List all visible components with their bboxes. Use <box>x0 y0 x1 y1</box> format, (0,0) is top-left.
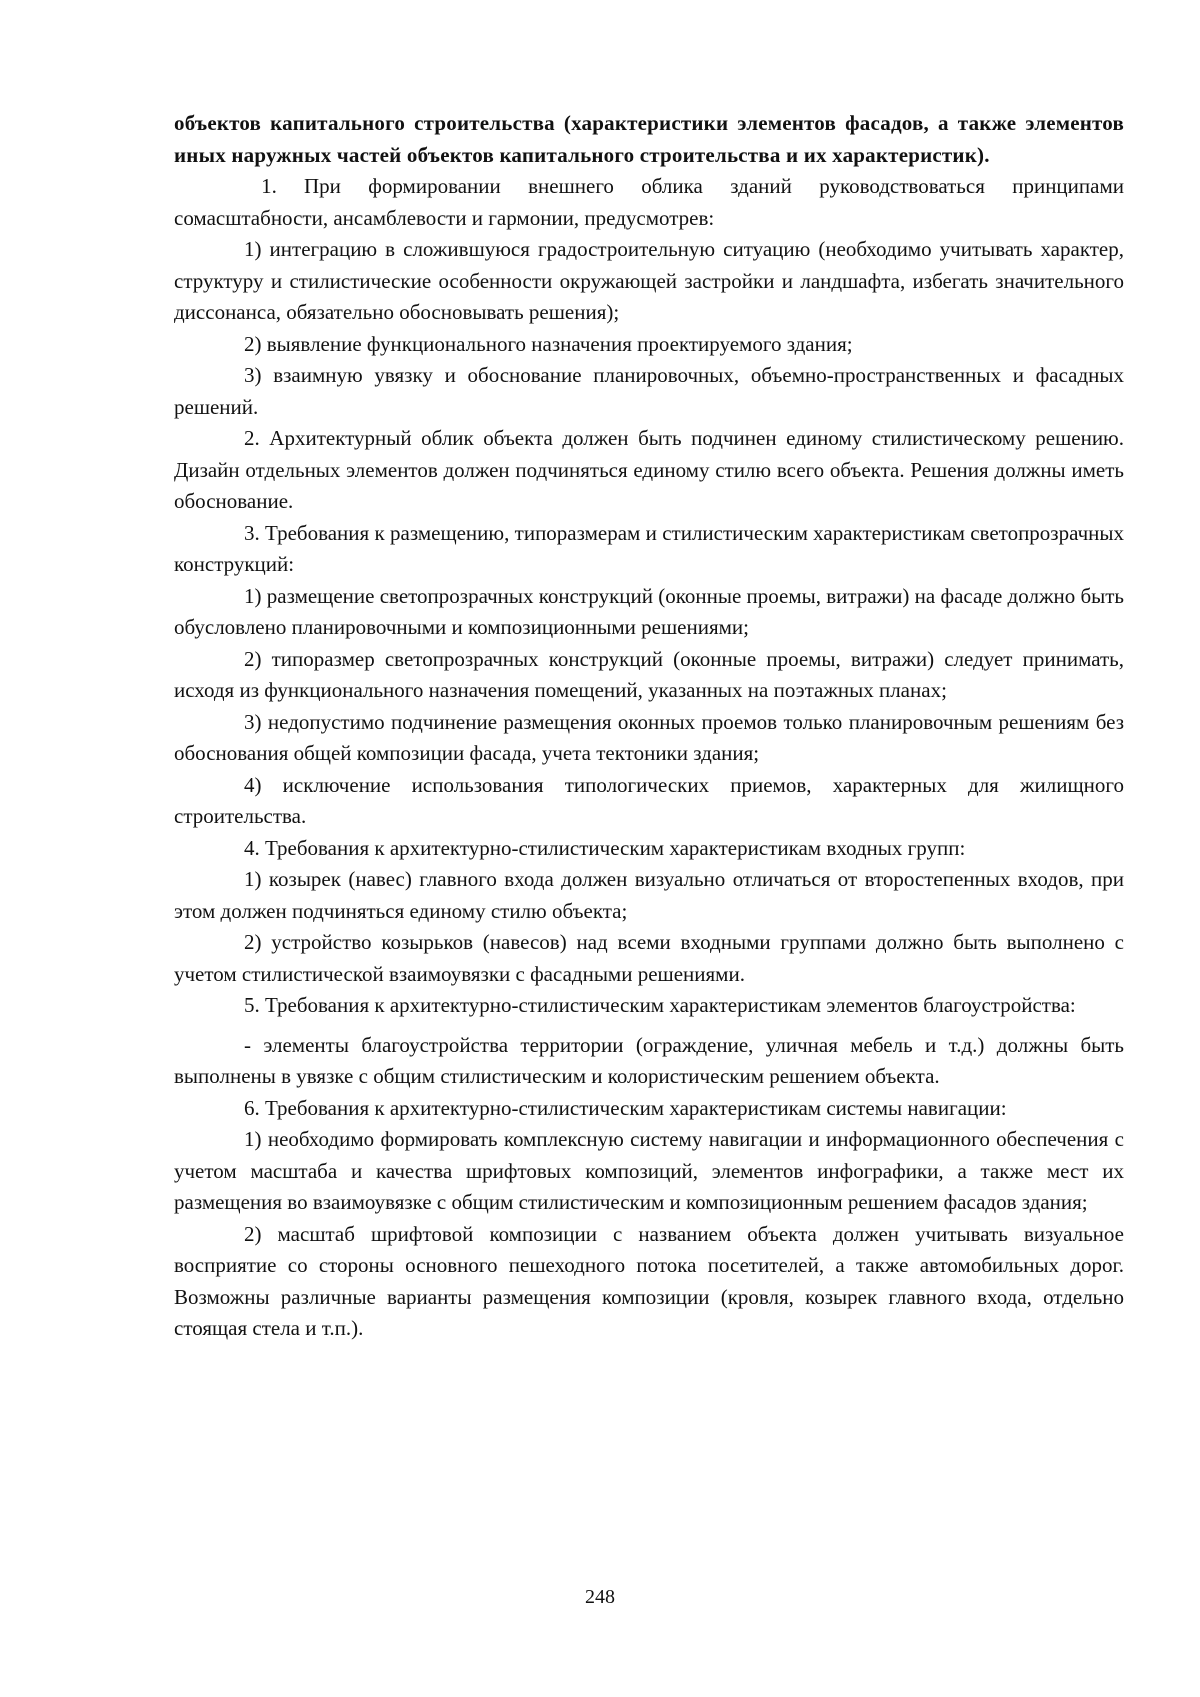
paragraph: 2) выявление функционального назначения проектируемого здания; <box>244 331 853 356</box>
paragraph: 5. Требования к архитектурно-стилистическим характеристикам элементов благоустройства: <box>244 993 1076 1017</box>
paragraph: 2) устройство козырьков (навесов) над всеми входными группами должно быть выполнено с учетом стилистической взаимоувязки с фасадными решениями. <box>174 930 1124 986</box>
paragraph: 4. Требования к архитектурно-стилистическим характеристикам входных групп: <box>244 835 966 860</box>
paragraph-item-1 <box>174 171 1124 234</box>
paragraph: 1) козырек (навес) главного входа должен визуально отличаться от второстепенных входов, при этом должен подчиняться единому стилю объекта; <box>174 867 1124 923</box>
paragraph: 1) необходимо формировать комплексную систему навигации и информационного обеспечения с учетом масштаба и качества шрифтовых композиций, элементов инфографики, а также мест их размещения во взаимоувязке с общим стилистическим и композиционным решением фасадов здания; <box>174 1127 1124 1214</box>
paragraph: 1) интеграцию в сложившуюся градостроительную ситуацию (необходимо учитывать характер, структуру и стилистические особенности окружающей застройки и ландшафта, избегать значительного диссонанса, обязательно обосновывать решения); <box>174 237 1124 324</box>
paragraph: 6. Требования к архитектурно-стилистическим характеристикам системы навигации: <box>244 1095 1007 1120</box>
item-number: 1. <box>261 174 277 198</box>
paragraph: - элементы благоустройства территории (ограждение, уличная мебель и т.д.) должны быть выполнены в увязке с общим стилистическим и колористическим решением объекта. <box>174 1032 1124 1088</box>
paragraph: 2. Архитектурный облик объекта должен быть подчинен единому стилистическому решению. Дизайн отдельных элементов должен подчиняться единому стилю всего объекта. Решения должны иметь обоснование. <box>174 426 1124 513</box>
page-number: 248 <box>585 1586 615 1608</box>
paragraph: 3) взаимную увязку и обоснование планировочных, объемно-пространственных и фасадных решений. <box>174 363 1124 419</box>
paragraph: 3) недопустимо подчинение размещения оконных проемов только планировочным решениям без обоснования общей композиции фасада, учета тектоники здания; <box>174 709 1124 765</box>
item-text: При формировании внешнего облика зданий руководствоваться принципами сомасштабности, ансамблевости и гармонии, предусмотрев: <box>174 174 1124 230</box>
document-page <box>174 108 1124 1345</box>
section-heading: объектов капитального строительства (характеристики элементов фасадов, а также элементов иных наружных частей объектов капитального строительства и их характеристик). <box>174 111 1124 167</box>
paragraph: 1) размещение светопрозрачных конструкций (оконные проемы, витражи) на фасаде должно быть обусловлено планировочными и композиционными решениями; <box>174 583 1124 639</box>
paragraph: 2) типоразмер светопрозрачных конструкций (оконные проемы, витражи) следует принимать, исходя из функционального назначения помещений, указанных на поэтажных планах; <box>174 646 1124 702</box>
paragraph: 3. Требования к размещению, типоразмерам и стилистическим характеристикам светопрозрачных конструкций: <box>174 520 1124 576</box>
paragraph: 2) масштаб шрифтовой композиции с названием объекта должен учитывать визуальное восприятие со стороны основного пешеходного потока посетителей, а также автомобильных дорог. Возможны различные варианты размещения композиции (кровля, козырек главного входа, отдельно стоящая стела и т.п.). <box>174 1221 1124 1340</box>
paragraph: 4) исключение использования типологических приемов, характерных для жилищного строительства. <box>174 772 1124 828</box>
